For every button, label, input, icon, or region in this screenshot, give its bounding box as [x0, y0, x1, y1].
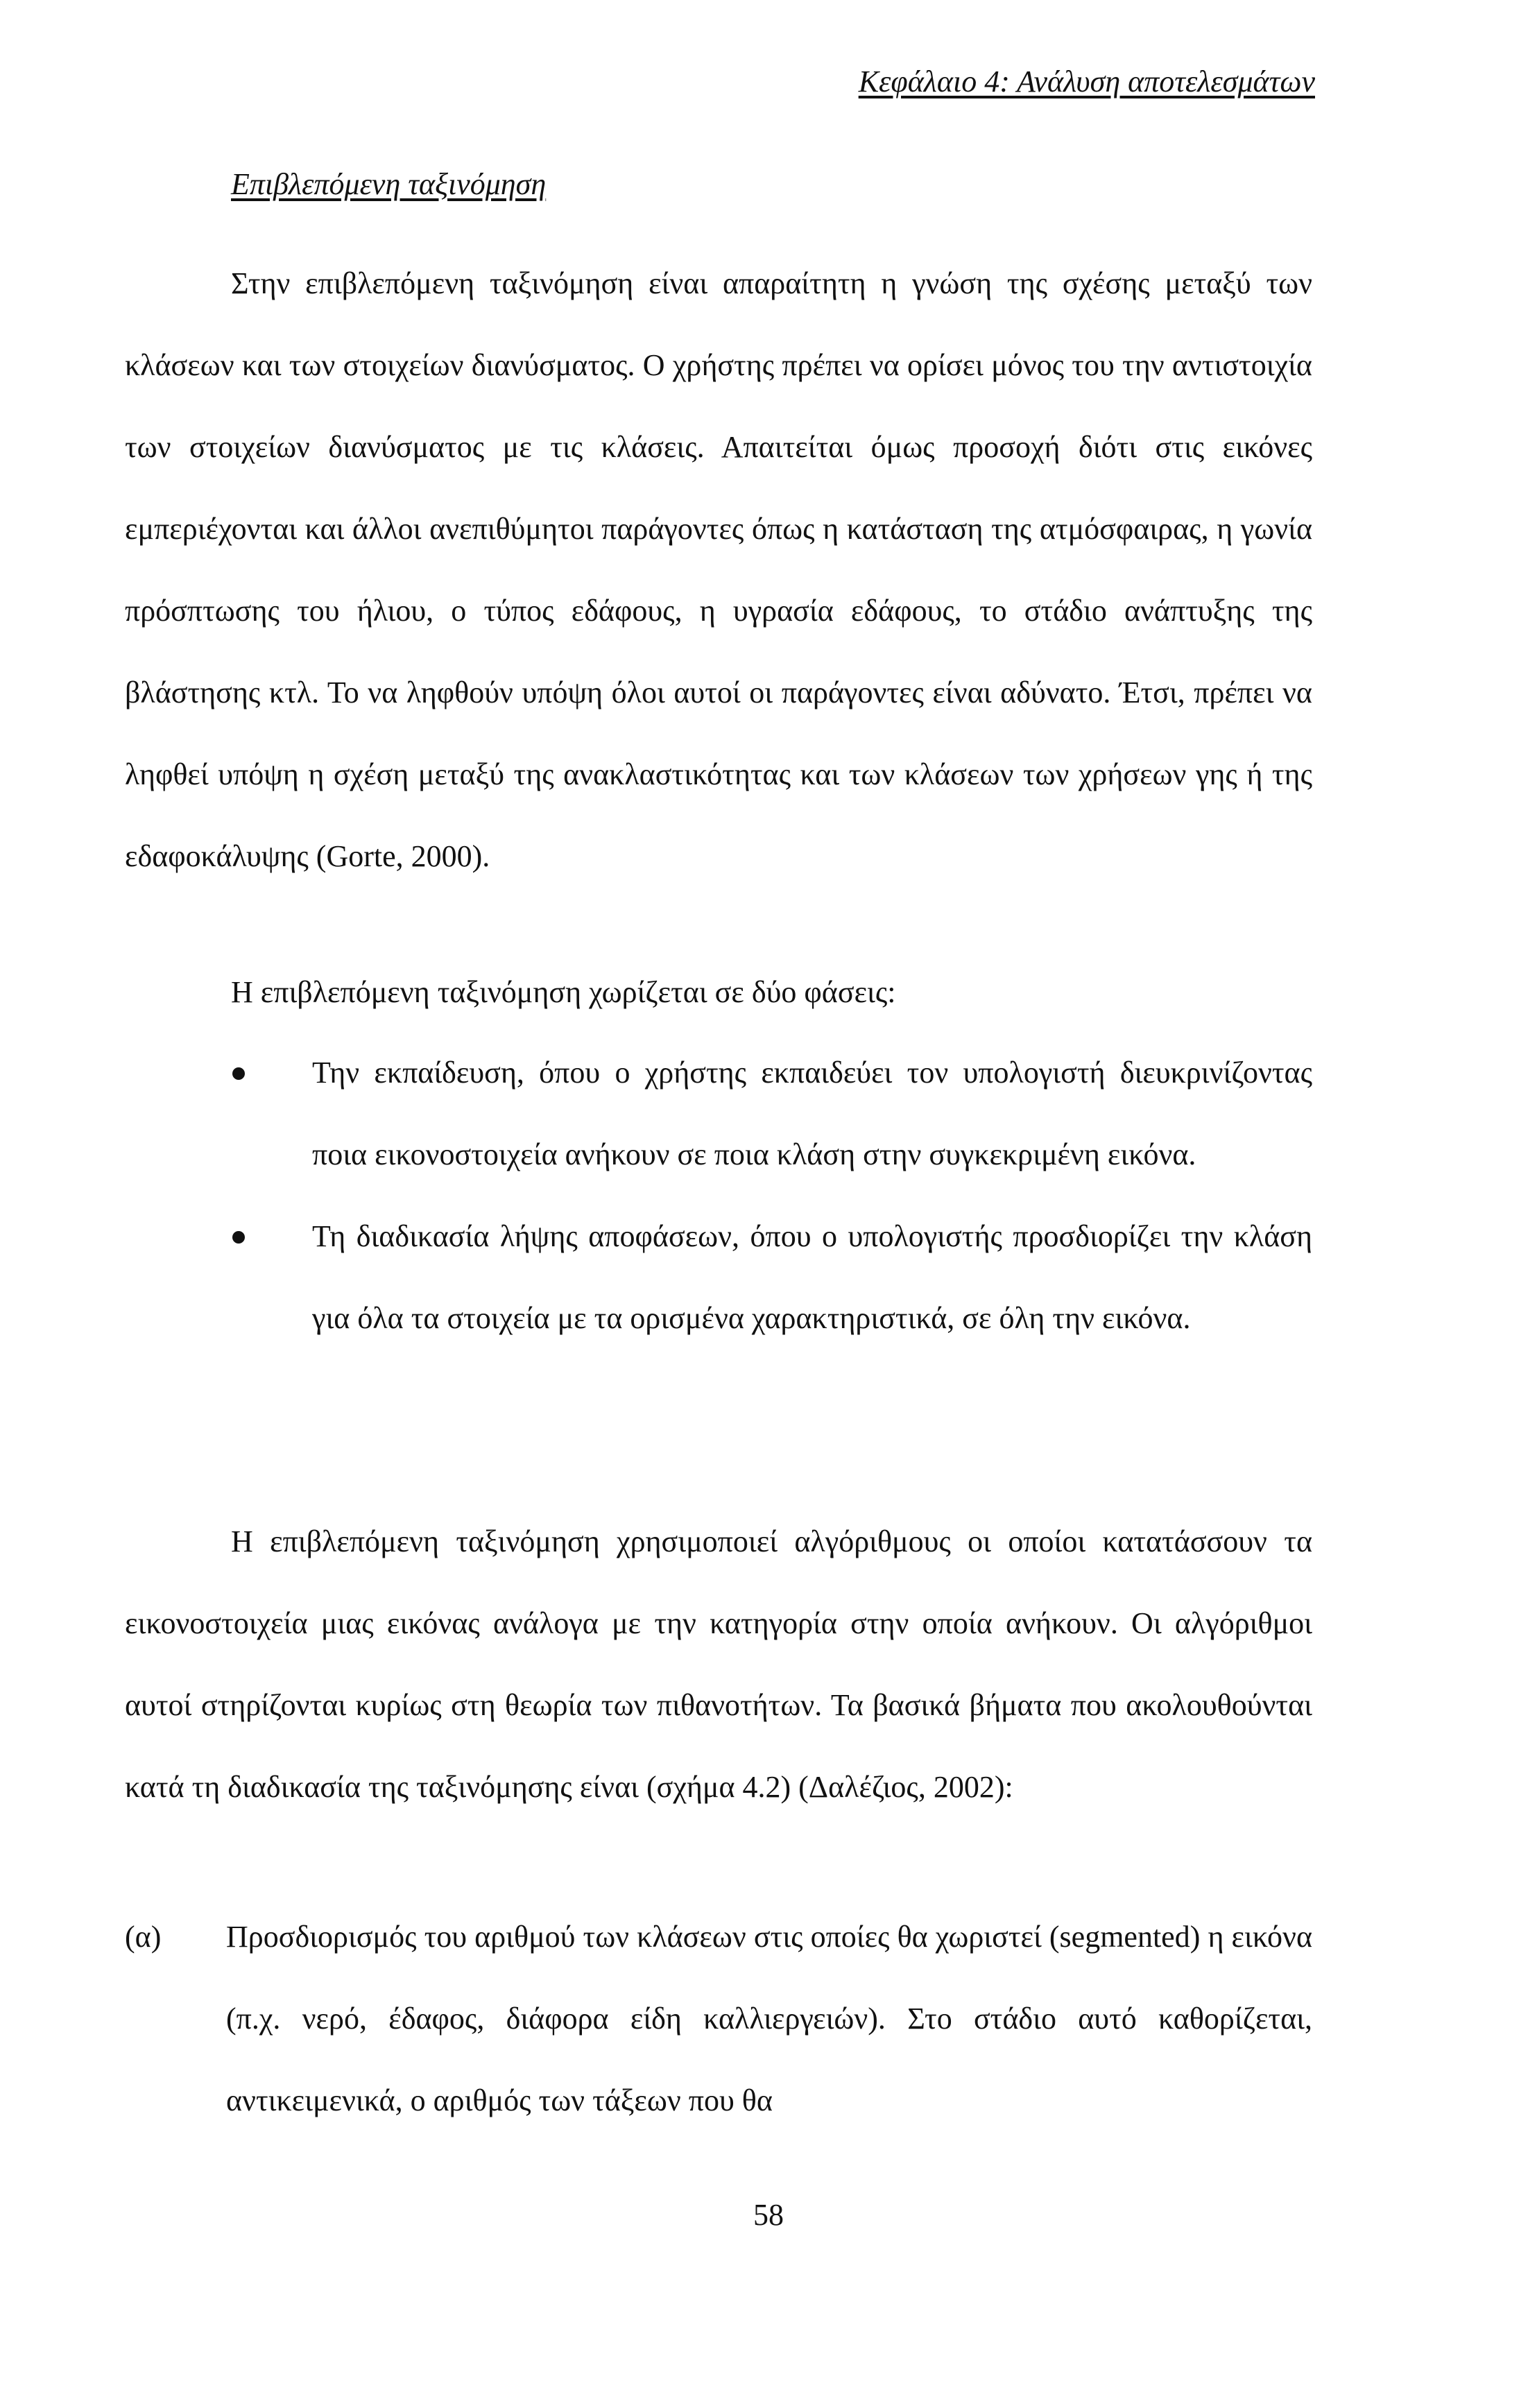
- step-marker: (α): [125, 1920, 162, 1954]
- phases-bullet-list: [125, 1032, 1312, 1359]
- paragraph-phases-intro: Η επιβλεπόμενη ταξινόμηση χωρίζεται σε δύο φάσεις:: [231, 975, 896, 1009]
- running-header: Κεφάλαιο 4: Ανάλυση αποτελεσμάτων: [858, 64, 1315, 98]
- page-number: 58: [753, 2198, 784, 2232]
- step-text: Προσδιορισμός του αριθμού των κλάσεων στις οποίες θα χωριστεί (segmented) η εικόνα (π.χ. νερό, έδαφος, διάφορα είδη καλλιεργειών). Στο στάδιο αυτό καθορίζεται, αντικειμενικά, ο αριθμός των τάξεων που θα: [226, 1920, 1312, 2117]
- list-item: [125, 1196, 1312, 1359]
- paragraph-algorithms: Η επιβλεπόμενη ταξινόμηση χρησιμοποιεί αλγόριθμους οι οποίοι κατατάσσουν τα εικονοστοιχεία μιας εικόνας ανάλογα με την κατηγορία στην οποία ανήκουν. Οι αλγόριθμοι αυτοί στηρίζονται κυρίως στη θεωρία των πιθανοτήτων. Τα βασικά βήματα που ακολουθούνται κατά τη διαδικασία της ταξινόμησης είναι (σχήμα 4.2) (Δαλέζιος, 2002):: [125, 1524, 1312, 1804]
- bullet-icon: [232, 1231, 245, 1244]
- bullet-text: Τη διαδικασία λήψης αποφάσεων, όπου ο υπολογιστής προσδιορίζει την κλάση για όλα τα στοιχεία με τα ορισμένα χαρακτηριστικά, σε όλη την εικόνα.: [312, 1219, 1312, 1335]
- bullet-icon: [232, 1067, 245, 1080]
- list-item: [125, 1032, 1312, 1196]
- bullet-text: Την εκπαίδευση, όπου ο χρήστης εκπαιδεύει τον υπολογιστή διευκρινίζοντας ποια εικονοστοιχεία ανήκουν σε ποια κλάση στην συγκεκριμένη εικόνα.: [312, 1056, 1312, 1171]
- paragraph-intro: Στην επιβλεπόμενη ταξινόμηση είναι απαραίτητη η γνώση της σχέσης μεταξύ των κλάσεων και των στοιχείων διανύσματος. Ο χρήστης πρέπει να ορίσει μόνος του την αντιστοιχία των στοιχείων διανύσματος με τις κλάσεις. Απαιτείται όμως προσοχή διότι στις εικόνες εμπεριέχονται και άλλοι ανεπιθύμητοι παράγοντες όπως η κατάσταση της ατμόσφαιρας, η γωνία πρόσπτωσης του ήλιου, ο τύπος εδάφους, η υγρασία εδάφους, το στάδιο ανάπτυξης της βλάστησης κτλ. Το να ληφθούν υπόψη όλοι αυτοί οι παράγοντες είναι αδύνατο. Έτσι, πρέπει να ληφθεί υπόψη η σχέση μεταξύ της ανακλαστικότητας και των κλάσεων των χρήσεων γης ή της εδαφοκάλυψης (Gorte, 2000).: [125, 266, 1312, 873]
- step-item: [125, 1896, 1312, 2142]
- section-heading: Επιβλεπόμενη ταξινόμηση: [231, 167, 547, 201]
